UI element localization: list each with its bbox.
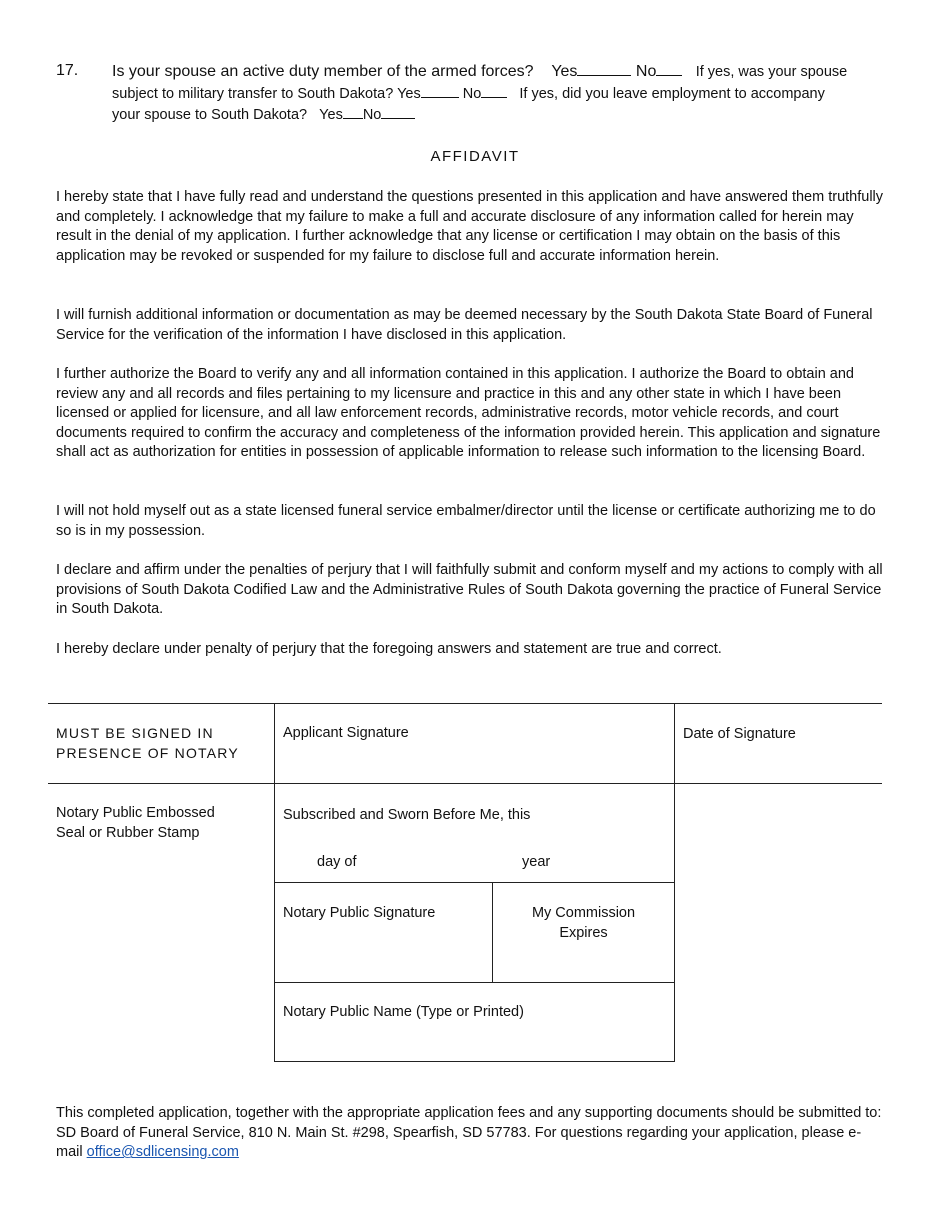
affidavit-paragraph: I hereby state that I have fully read and understand the questions presented in this application and have answered them truthfully and completely. I acknowledge that my failure to make a full and accurate disclosure of any information called for herein may result in the denial of my application. I further acknowledge that any license or certification I may obtain on the basis of this application may be revoked or suspended for my failure to disclose full and accurate information herein.	[56, 189, 884, 264]
applicant-signature-field[interactable]: Applicant Signature	[283, 725, 409, 741]
submission-instructions	[56, 1104, 886, 1163]
notary-signature-field[interactable]: Notary Public Signature	[283, 905, 436, 921]
no-blank[interactable]	[381, 104, 415, 119]
affidavit-paragraph: I further authorize the Board to verify any and all information contained in this application. I authorize the Board to obtain and review any and all records and files pertaining to my licensure and practice in this and any other state in which I have been licensed or applied for licensure, and all law enforcement records, administrative records, motor vehicle records, and court documents required to confirm the accuracy and completeness of the information provided herein. This application and signature shall act as authorization for entities in possession of applicable information to release such information to the licensing Board.	[56, 366, 881, 461]
no-label: No	[635, 63, 657, 80]
affidavit-paragraph: I hereby declare under penalty of perjury that the foregoing answers and statement are true and correct.	[56, 641, 722, 657]
table-rule	[674, 703, 675, 1062]
affidavit-paragraph: I declare and affirm under the penalties of perjury that I will faithfully submit and conform myself and my actions to comply with all provisions of South Dakota Codified Law and the Administrative Rules of South Dakota governing the practice of Funeral Service in South Dakota.	[56, 562, 883, 618]
table-rule	[274, 882, 675, 883]
table-rule	[274, 982, 675, 983]
signature-table	[48, 703, 882, 1063]
yes-label: Yes	[551, 63, 578, 80]
notary-name-field[interactable]: Notary Public Name (Type or Printed)	[283, 1004, 524, 1020]
affidavit-paragraph: I will furnish additional information or documentation as may be deemed necessary by the South Dakota State Board of Funeral Service for the verification of the information I have disclosed in this application.	[56, 307, 873, 343]
question-text: Is your spouse an active duty member of the armed forces?	[112, 63, 534, 80]
question-number: 17.	[56, 62, 79, 79]
table-rule	[274, 1061, 675, 1062]
notary-requirement: MUST BE SIGNED IN PRESENCE OF NOTARY	[56, 725, 239, 761]
subscribed-sworn-label: Subscribed and Sworn Before Me, this	[283, 807, 531, 823]
year-field[interactable]: year	[522, 854, 551, 870]
affidavit-title: AFFIDAVIT	[430, 148, 520, 165]
submission-text: This completed application, together with the appropriate application fees and any supporting documents should be submitted to: SD Board of Funeral Service, 810 N. Main St. #298, Spearfish, SD 57783. For questions regarding your application, please e-mail	[56, 1105, 882, 1161]
yes-blank[interactable]	[421, 83, 459, 98]
yes-blank[interactable]	[577, 61, 631, 76]
no-blank[interactable]	[656, 61, 682, 76]
notary-seal-area: Notary Public Embossed Seal or Rubber Stamp	[56, 805, 215, 841]
question-17	[56, 61, 896, 126]
question-text-2-cont: subject to military transfer to South Dakota?	[112, 85, 394, 102]
yes-label: Yes	[319, 107, 343, 124]
no-label: No	[362, 107, 382, 124]
question-text-2: If yes, was your spouse	[695, 64, 848, 80]
no-label: No	[462, 85, 482, 102]
question-text-3-cont: your spouse to South Dakota?	[112, 107, 308, 124]
day-of-field[interactable]: day of	[317, 854, 357, 870]
table-rule	[48, 783, 882, 784]
no-blank[interactable]	[481, 83, 507, 98]
affidavit-paragraph: I will not hold myself out as a state licensed funeral service embalmer/director until the license or certificate authorizing me to do so is in my possession.	[56, 503, 876, 539]
table-rule	[274, 703, 275, 1062]
commission-expires-field[interactable]: My Commission Expires	[531, 905, 636, 941]
date-of-signature-field[interactable]: Date of Signature	[683, 726, 796, 742]
email-link[interactable]: office@sdlicensing.com	[86, 1144, 239, 1161]
table-rule	[48, 703, 882, 704]
yes-blank[interactable]	[343, 104, 363, 119]
question-text-3: If yes, did you leave employment to accompany	[519, 85, 825, 102]
yes-label: Yes	[397, 85, 421, 102]
